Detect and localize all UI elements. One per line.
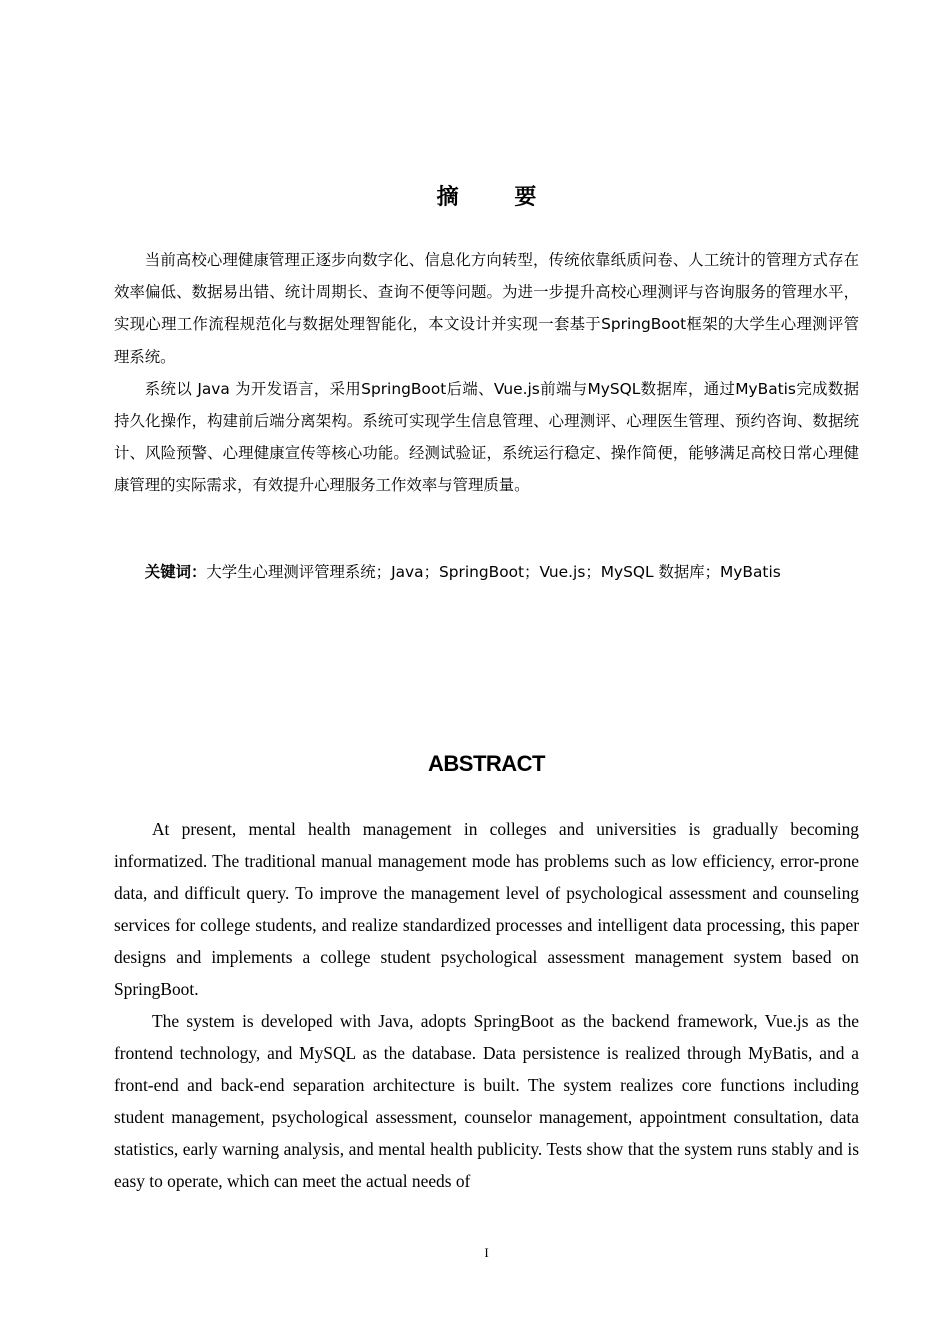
abstract-paragraph-cn-1: 当前高校心理健康管理正逐步向数字化、信息化方向转型，传统依靠纸质问卷、人工统计的管理方式存在效率偏低、数据易出错、统计周期长、查询不便等问题。为进一步提升高校心理测评与咨询服务的管理水平，实现心理工作流程规范化与数据处理智能化，本文设计并实现一套基于SpringBoot框架的大学生心理测评管理系统。 [114, 251, 859, 366]
abstract-body-en [114, 813, 859, 1197]
abstract-body-cn [114, 244, 859, 502]
abstract-paragraph-en-2: The system is developed with Java, adopts SpringBoot as the backend framework, Vue.js as the frontend technology, and MySQL as the database. Data persistence is realized through MyBatis, and a front-end and back-end separation architecture is built. The system realizes core functions including student management, psychological assessment, counselor management, appointment consultation, data statistics, early warning analysis, and mental health publicity. Tests show that the system runs stably and is easy to operate, which can meet the actual needs of [114, 1011, 859, 1191]
keywords-cn [114, 557, 859, 587]
abstract-title-cn: 摘 要 [436, 185, 561, 210]
keywords-label: 关键词： [144, 563, 207, 581]
page-number: I [484, 1245, 489, 1260]
abstract-paragraph-cn-2: 系统以 Java 为开发语言，采用SpringBoot后端、Vue.js前端与MySQL数据库，通过MyBatis完成数据持久化操作，构建前后端分离架构。系统可实现学生信息管理、心理测评、心理医生管理、预约咨询、数据统计、风险预警、心理健康宣传等核心功能。经测试验证，系统运行稳定、操作简便，能够满足高校日常心理健康管理的实际需求，有效提升心理服务工作效率与管理质量。 [114, 379, 859, 495]
abstract-paragraph-en-1: At present, mental health management in colleges and universities is gradually becoming informatized. The traditional manual management mode has problems such as low efficiency, error-prone data, and difficult query. To improve the management level of psychological assessment and counseling services for college students, and realize standardized processes and intelligent data processing, this paper designs and implements a college student psychological assessment management system based on SpringBoot. [114, 819, 859, 999]
abstract-title-en: ABSTRACT [428, 751, 545, 776]
keywords-list: 大学生心理测评管理系统；Java；SpringBoot；Vue.js；MySQL 数据库；MyBatis [206, 563, 781, 581]
